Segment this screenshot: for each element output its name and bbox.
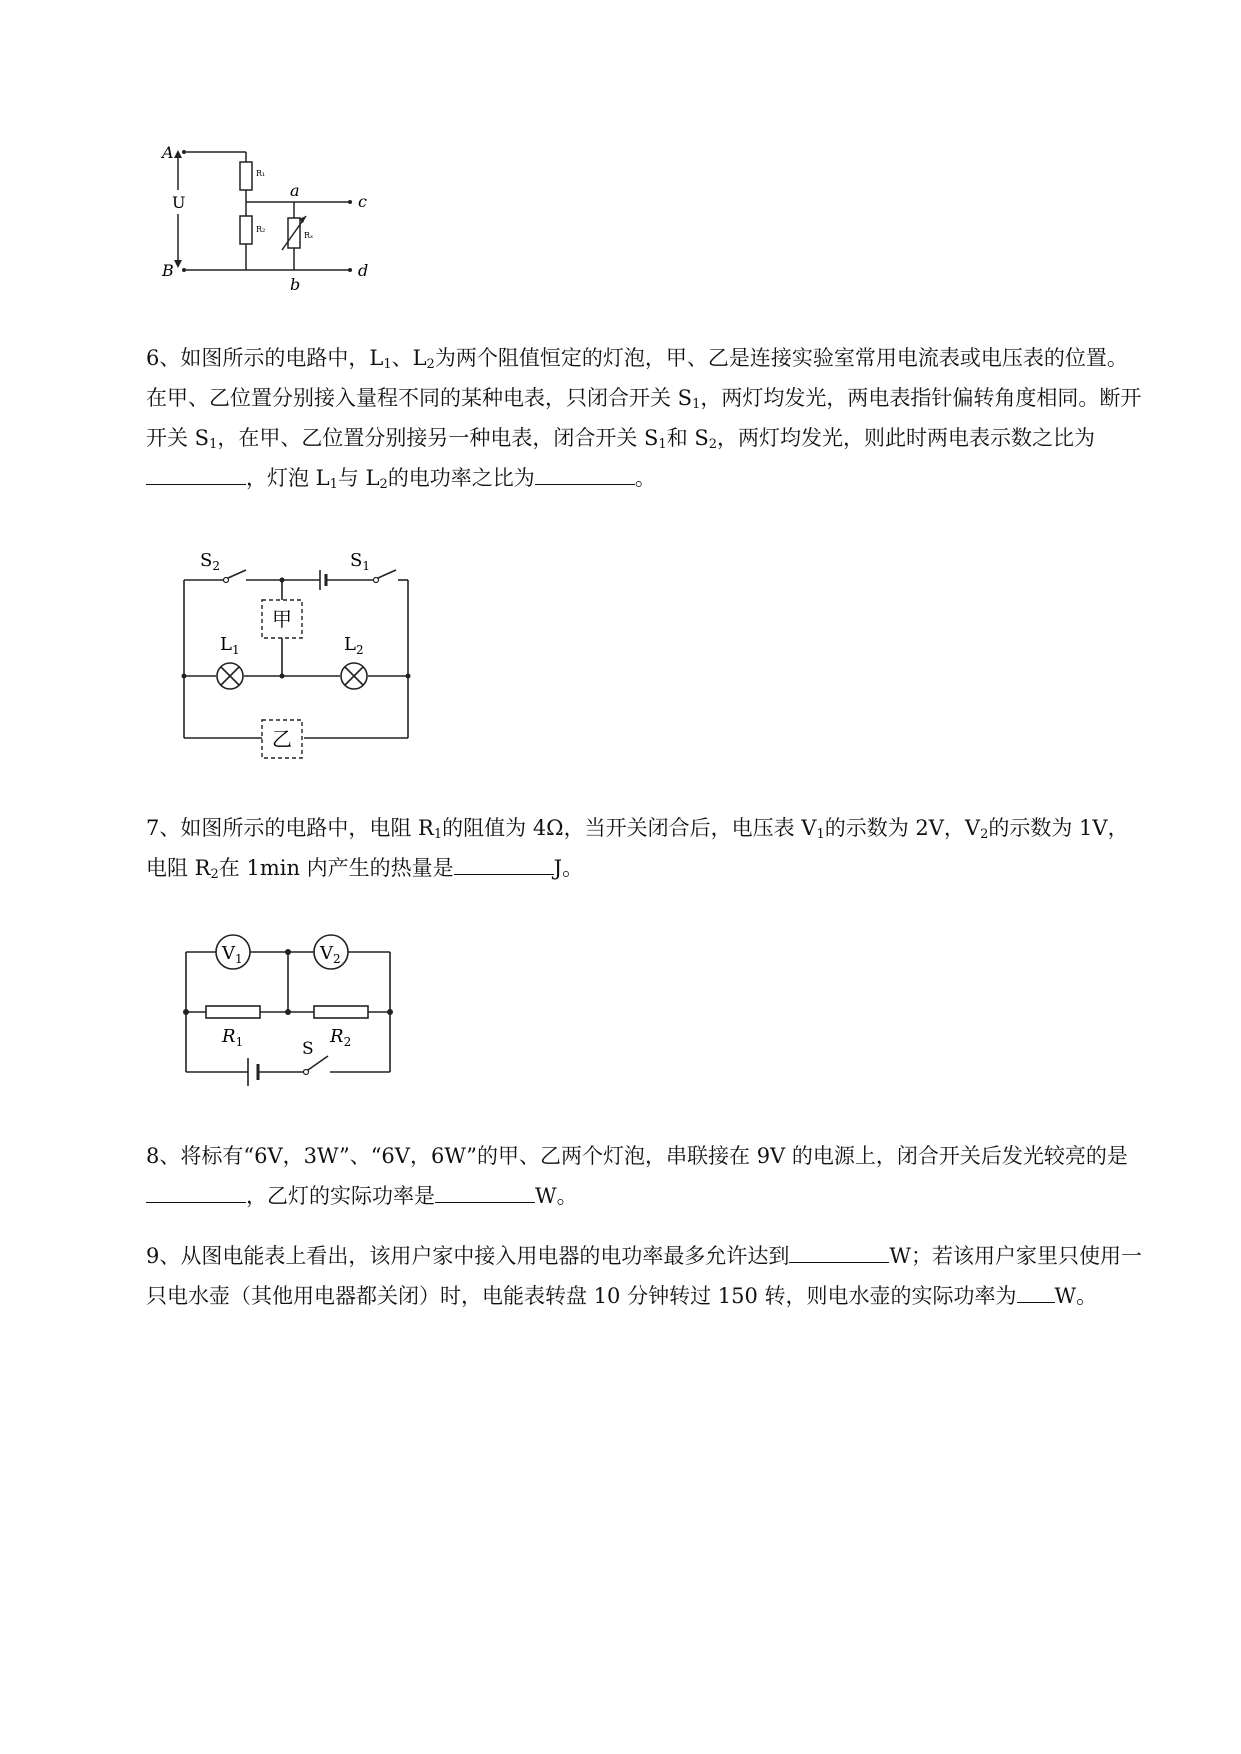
label-yi: 乙 (272, 727, 292, 751)
question-6: 6、如图所示的电路中，$L_1$、$L_2$为两个阻值恒定的灯泡，甲、乙是连接实验室常用电流表或电压表的位置。在甲、乙位置分别接入量程不同的某种电表，只闭合开关 $S_1$，两灯均发光，两电表指针偏转角度相同。断开开关 $S_1$，在甲、乙位置分别接另一种电表，闭合开关 $S_1$和 $S_2$，两灯均发光，则此时两电表示数之比为，灯泡 $L_1$与 $L_2$的电功率之比为 。 (146, 346, 1142, 492)
label-r1: $R_1$ (222, 1026, 244, 1049)
label-s1: $S_1$ (350, 550, 370, 573)
label-jia: 甲 (272, 607, 292, 631)
label-d: d (358, 261, 369, 280)
answer-blank-heat[interactable] (454, 852, 554, 875)
label-r2: $R_2$ (330, 1026, 352, 1049)
resistor-r1 (240, 162, 252, 190)
answer-blank-power-yi[interactable] (435, 1180, 535, 1203)
resistor-r2 (314, 1006, 368, 1018)
figure-divider-circuit (162, 140, 390, 310)
label-b-terminal: B (162, 261, 174, 280)
resistor-r2 (240, 216, 252, 244)
label-b-node: b (290, 275, 301, 294)
label-r2: R₂ (256, 225, 266, 234)
figure-voltmeter-circuit (180, 928, 410, 1098)
question-7: 7、如图所示的电路中，电阻 $R_1$的阻值为 4Ω，当开关闭合后，电压表 $V_1$的示数为 2V，$V_2$的示数为 1V，电阻 $R_2$在 1min 内产生的热量是 J。 (146, 816, 1129, 882)
question-9: 9、从图电能表上看出，该用户家中接入用电器的电功率最多允许达到 W；若该用户家里只使用一只电水壶（其他用电器都关闭）时，电能表转盘 10 分钟转过 150 转，则电水壶的实际功率为 W。 (146, 1236, 1146, 1316)
label-r1: R₁ (256, 169, 266, 178)
answer-blank-ratio-meters[interactable] (146, 462, 246, 485)
label-u: U (172, 193, 186, 212)
answer-blank-ratio-power[interactable] (535, 462, 635, 485)
label-v1: $V_1$ (222, 943, 243, 966)
label-a-node: a (290, 181, 300, 200)
answer-blank-brighter[interactable] (146, 1180, 246, 1203)
label-rx: Rₓ (304, 231, 314, 240)
label-s2: $S_2$ (200, 550, 220, 573)
label-s: S (302, 1039, 314, 1059)
question-8: 8、将标有“6V，3W”、“6V，6W”的甲、乙两个灯泡，串联接在 9V 的电源上，闭合开关后发光较亮的是，乙灯的实际功率是 W。 (146, 1144, 1128, 1208)
figure-lamps-circuit (180, 538, 420, 768)
answer-blank-kettle-power[interactable] (1017, 1280, 1055, 1303)
label-l1: $L_1$ (220, 634, 240, 657)
label-c: c (358, 192, 367, 211)
label-a-terminal: A (162, 143, 174, 162)
answer-blank-max-power[interactable] (789, 1240, 889, 1263)
resistor-r1 (206, 1006, 260, 1018)
label-v2: $V_2$ (320, 943, 341, 966)
label-l2: $L_2$ (344, 634, 364, 657)
